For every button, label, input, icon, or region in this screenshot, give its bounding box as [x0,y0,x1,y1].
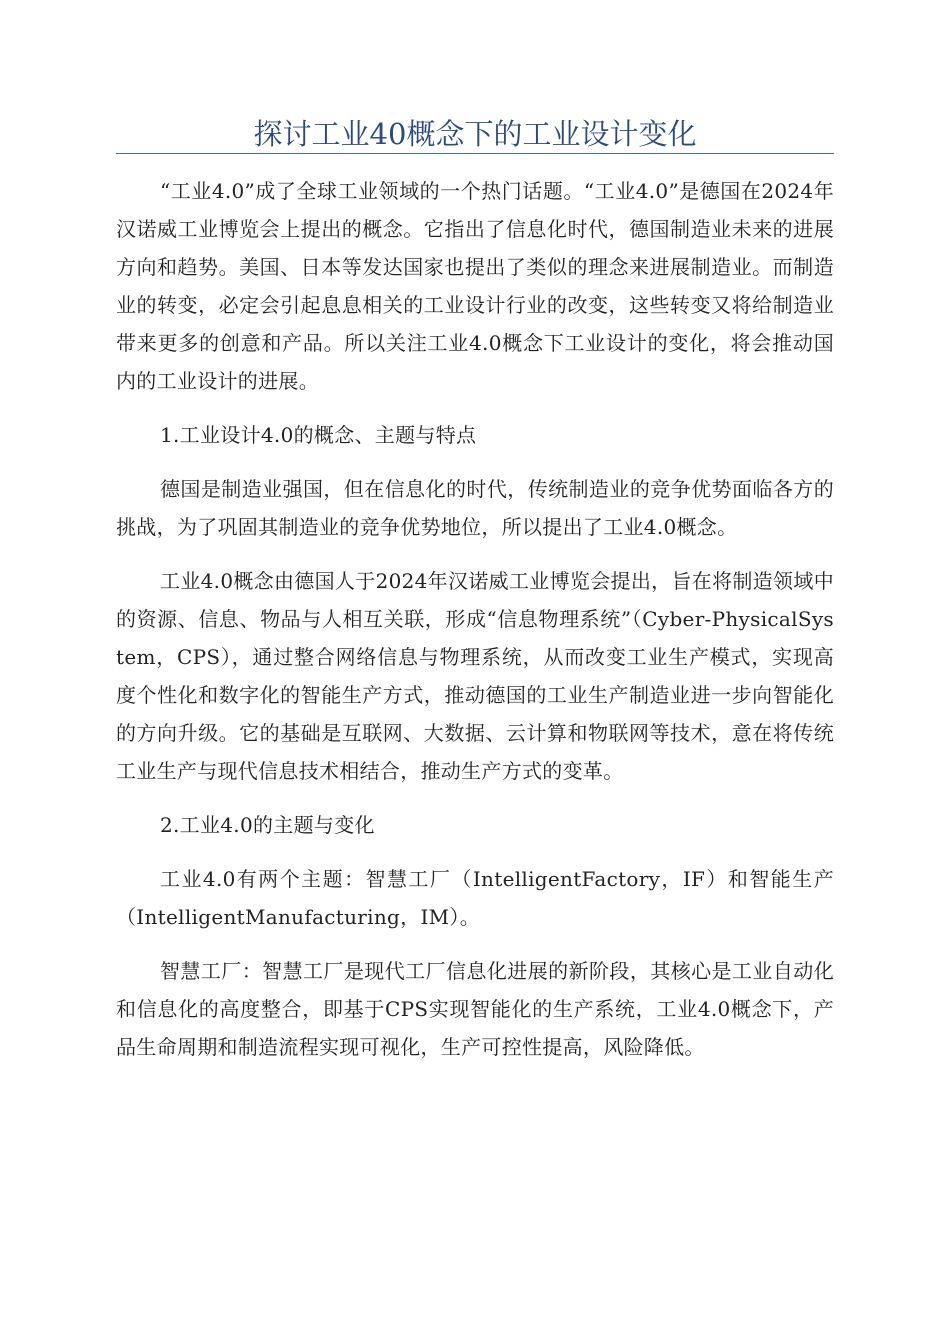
paragraph-industry40-concept: 工业4.0概念由德国人于2024年汉诺威工业博览会提出，旨在将制造领域中的资源、信息、物品与人相互关联，形成“信息物理系统”（Cyber-PhysicalSystem，CPS），通过整合网络信息与物理系统，从而改变工业生产模式，实现高度个性化和数字化的智能生产方式，推动德国的工业生产制造业进一步向智能化的方向升级。它的基础是互联网、大数据、云计算和物联网等技术，意在将传统工业生产与现代信息技术相结合，推动生产方式的变革。 [116,569,834,783]
document-body [116,172,834,1082]
document-title: 探讨工业40概念下的工业设计变化 [253,117,697,151]
paragraph-smart-factory: 智慧工厂：智慧工厂是现代工厂信息化进展的新阶段，其核心是工业自动化和信息化的高度整合，即基于CPS实现智能化的生产系统，工业4.0概念下，产品生命周期和制造流程实现可视化，生产可控性提高，风险降低。 [116,959,834,1059]
title-underline [116,153,834,154]
paragraph-two-themes: 工业4.0有两个主题：智慧工厂（IntelligentFactory，IF）和智能生产（IntelligentManufacturing，IM）。 [116,867,834,929]
paragraph-intro: “工业4.0”成了全球工业领域的一个热门话题。“工业4.0”是德国在2024年汉诺威工业博览会上提出的概念。它指出了信息化时代，德国制造业未来的进展方向和趋势。美国、日本等发达国家也提出了类似的理念来进展制造业。而制造业的转变，必定会引起息息相关的工业设计行业的改变，这些转变又将给制造业带来更多的创意和产品。所以关注工业4.0概念下工业设计的变化，将会推动国内的工业设计的进展。 [116,179,834,393]
section-heading-2: 2.工业4.0的主题与变化 [160,813,375,837]
paragraph-germany-background: 德国是制造业强国，但在信息化的时代，传统制造业的竞争优势面临各方的挑战，为了巩固其制造业的竞争优势地位，所以提出了工业4.0概念。 [116,477,834,539]
section-heading-1: 1.工业设计4.0的概念、主题与特点 [160,423,477,447]
